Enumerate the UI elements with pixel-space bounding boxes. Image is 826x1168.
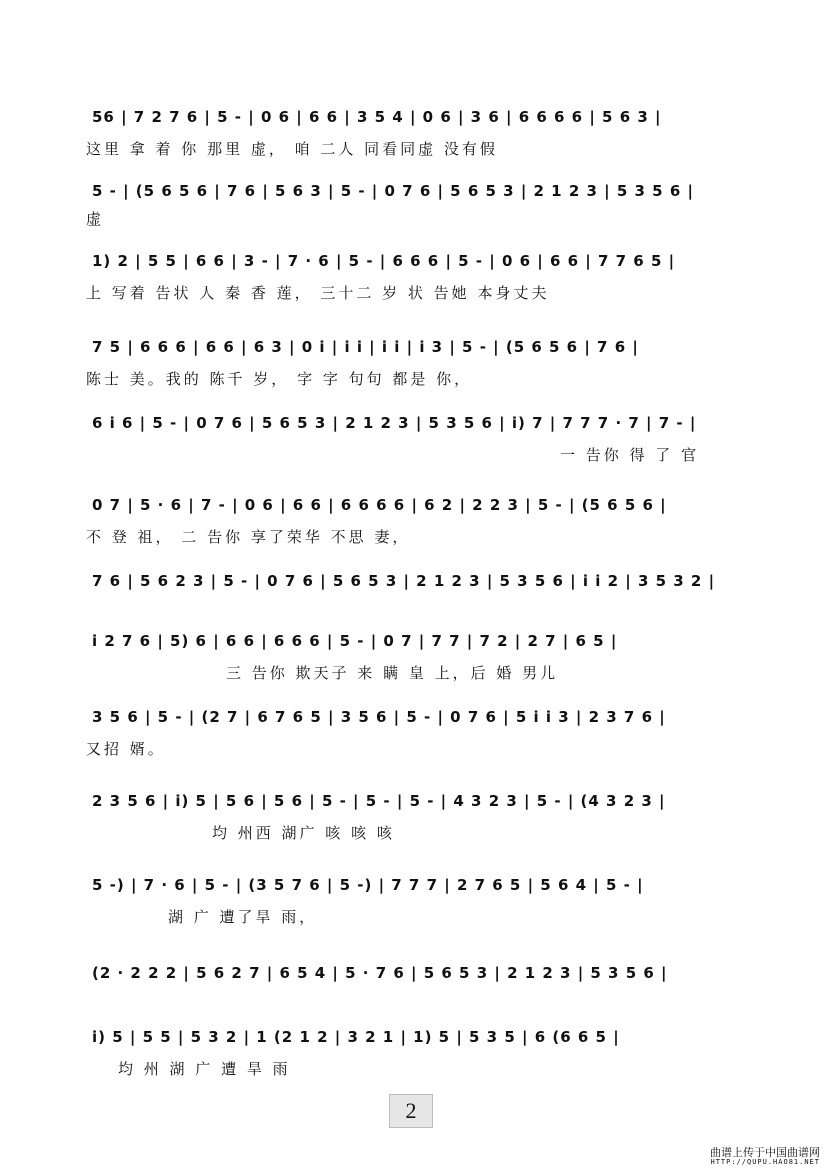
notation-line: 7 6 | 5 6 2 3 | 5 - | 0 7 6 | 5 6 5 3 | 2 1 2 3 | 5 3 5 6 | i i 2 | 3 5 3 2 | [92, 572, 716, 590]
lyrics-line: 这里 拿 着 你 那里 虚， 咱 二人 同看同虚 没有假 [86, 140, 498, 158]
lyrics-line: 虚 [86, 210, 105, 228]
watermark-text: 曲谱上传于中国曲谱网 [710, 1146, 820, 1159]
notation-line: 7 5 | 6 6 6 | 6 6 | 6 3 | 0 i | i i | i i | i 3 | 5 - | (5 6 5 6 | 7 6 | [92, 338, 639, 356]
lyrics-line: 陈士 美。我的 陈千 岁， 字 字 句句 都是 你， [86, 370, 473, 388]
notation-line: i 2 7 6 | 5) 6 | 6 6 | 6 6 6 | 5 - | 0 7 | 7 7 | 7 2 | 2 7 | 6 5 | [92, 632, 618, 650]
lyrics-line: 三 告你 欺天子 来 瞒 皇 上，后 婚 男儿 [226, 664, 559, 682]
lyrics-line: 湖 广 遭了旱 雨， [168, 908, 318, 926]
notation-line: 6 i 6 | 5 - | 0 7 6 | 5 6 5 3 | 2 1 2 3 | 5 3 5 6 | i) 7 | 7 7 7 · 7 | 7 - | [92, 414, 697, 432]
lyrics-line: 不 登 祖， 二 告你 享了荣华 不思 妻， [86, 528, 411, 546]
lyrics-line: 又招 婿。 [86, 740, 166, 758]
lyrics-line: 均 州西 湖广 咳 咳 咳 [212, 824, 395, 842]
notation-line: 1) 2 | 5 5 | 6 6 | 3 - | 7 · 6 | 5 - | 6 6 6 | 5 - | 0 6 | 6 6 | 7 7 6 5 | [92, 252, 676, 270]
page-number: 2 [389, 1094, 433, 1128]
lyrics-line: 均 州 湖 广 遭 旱 雨 [118, 1060, 291, 1078]
lyrics-line: 上 写着 告状 人 秦 香 莲， 三十二 岁 状 告她 本身丈夫 [86, 284, 550, 302]
notation-line: (2 · 2 2 2 | 5 6 2 7 | 6 5 4 | 5 · 7 6 | 5 6 5 3 | 2 1 2 3 | 5 3 5 6 | [92, 964, 668, 982]
notation-line: 5 -) | 7 · 6 | 5 - | (3 5 7 6 | 5 -) | 7 7 7 | 2 7 6 5 | 5 6 4 | 5 - | [92, 876, 644, 894]
notation-line: 5 - | (5 6 5 6 | 7 6 | 5 6 3 | 5 - | 0 7 6 | 5 6 5 3 | 2 1 2 3 | 5 3 5 6 | [92, 182, 694, 200]
notation-line: i) 5 | 5 5 | 5 3 2 | 1 (2 1 2 | 3 2 1 | 1) 5 | 5 3 5 | 6 (6 6 5 | [92, 1028, 620, 1046]
notation-line: 56 | 7 2 7 6 | 5 - | 0 6 | 6 6 | 3 5 4 | 0 6 | 3 6 | 6 6 6 6 | 5 6 3 | [92, 108, 662, 126]
notation-line: 0 7 | 5 · 6 | 7 - | 0 6 | 6 6 | 6 6 6 6 | 6 2 | 2 2 3 | 5 - | (5 6 5 6 | [92, 496, 667, 514]
watermark-url: HTTP://QUPU.HAO81.NET [710, 1158, 820, 1166]
lyrics-line: 一 告你 得 了 官 [560, 446, 700, 464]
notation-line: 2 3 5 6 | i) 5 | 5 6 | 5 6 | 5 - | 5 - | 5 - | 4 3 2 3 | 5 - | (4 3 2 3 | [92, 792, 666, 810]
notation-line: 3 5 6 | 5 - | (2 7 | 6 7 6 5 | 3 5 6 | 5 - | 0 7 6 | 5 i i 3 | 2 3 7 6 | [92, 708, 666, 726]
